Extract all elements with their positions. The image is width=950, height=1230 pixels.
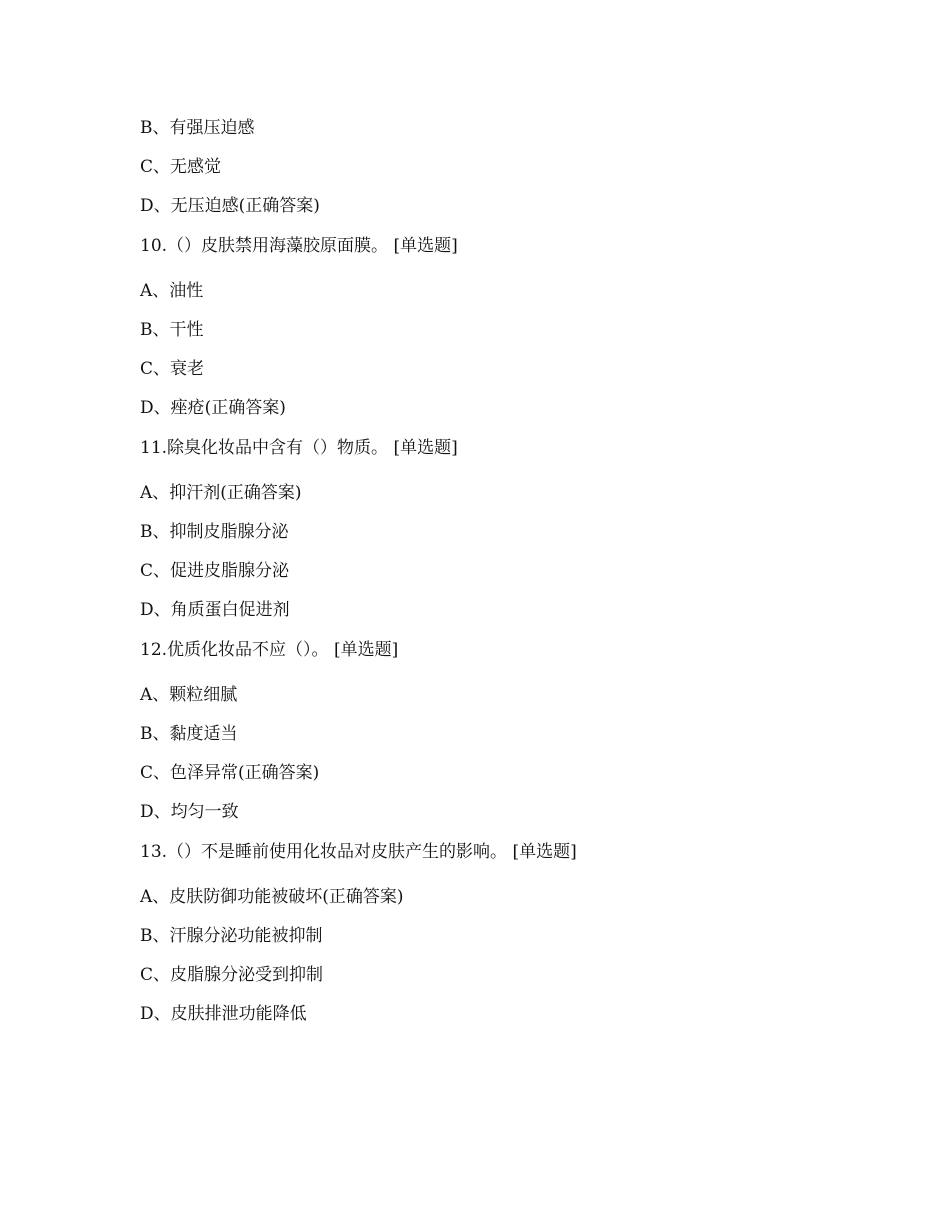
question-12-title: 12.优质化妆品不应（）。 [单选题] (140, 640, 399, 660)
question-10-option-b: B、干性 (140, 320, 204, 340)
option-d: D、无压迫感(正确答案) (140, 196, 320, 216)
question-12-option-c: C、色泽异常(正确答案) (140, 763, 320, 783)
document-page (140, 116, 840, 1042)
question-11-title: 11.除臭化妆品中含有（）物质。 [单选题] (140, 438, 458, 458)
question-11-option-d: D、角质蛋白促进剂 (140, 600, 290, 620)
question-10-option-c: C、衰老 (140, 359, 205, 379)
question-12-option-b: B、黏度适当 (140, 724, 238, 744)
question-13-option-c: C、皮脂腺分泌受到抑制 (140, 965, 324, 985)
question-12-option-d: D、均匀一致 (140, 802, 239, 822)
option-c: C、无感觉 (140, 157, 222, 177)
question-13-title: 13.（）不是睡前使用化妆品对皮肤产生的影响。 [单选题] (140, 842, 577, 862)
question-11-option-b: B、抑制皮脂腺分泌 (140, 522, 289, 542)
question-13-option-d: D、皮肤排泄功能降低 (140, 1004, 307, 1024)
question-11-option-c: C、促进皮脂腺分泌 (140, 561, 290, 581)
question-10-title: 10.（）皮肤禁用海藻胶原面膜。 [单选题] (140, 236, 458, 256)
question-13-option-a: A、皮肤防御功能被破坏(正确答案) (140, 887, 404, 907)
question-10-option-d: D、痤疮(正确答案) (140, 398, 286, 418)
option-b: B、有强压迫感 (140, 118, 255, 138)
question-12-option-a: A、颗粒细腻 (140, 685, 238, 705)
question-11-option-a: A、抑汗剂(正确答案) (140, 483, 302, 503)
question-13-option-b: B、汗腺分泌功能被抑制 (140, 926, 323, 946)
question-10-option-a: A、油性 (140, 281, 204, 301)
